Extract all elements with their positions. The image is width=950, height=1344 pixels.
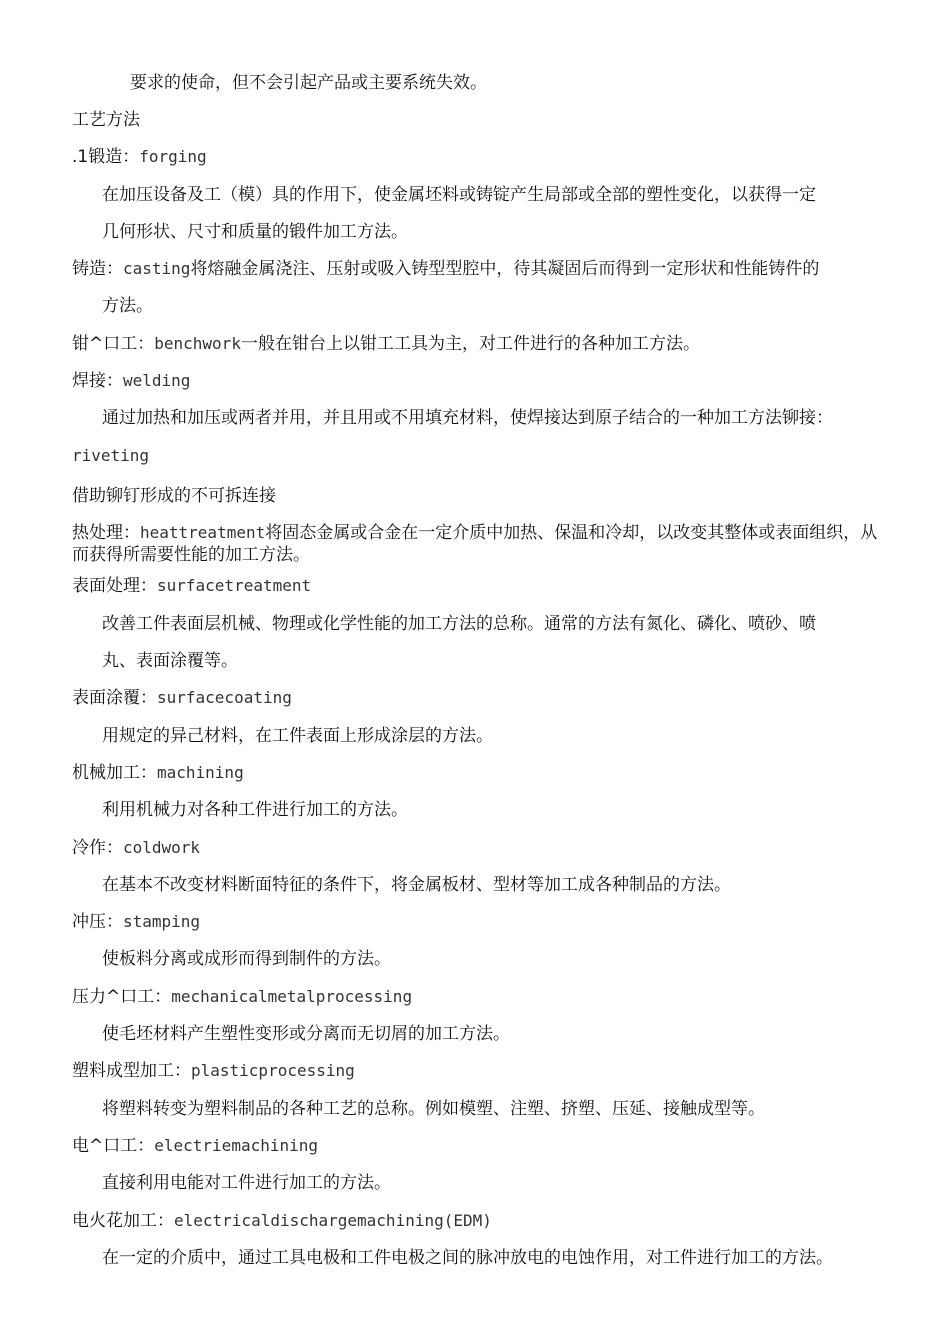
term-label: 钳^口工： [72,334,155,354]
term-english: plasticprocessing [191,1061,355,1080]
term-english: electricaldischargemachining(EDM) [174,1211,492,1230]
term-english: casting [123,259,191,278]
term-line [72,912,882,932]
term-label: 表面涂覆： [72,688,157,708]
term-label: 压力^口工： [72,987,172,1007]
term-english: surfacecoating [157,688,292,707]
term-english: mechanicalmetalprocessing [171,987,413,1006]
definition-line: 丸、表面涂覆等。 [102,651,238,671]
term-line [72,576,882,596]
term-english: surfacetreatment [157,576,312,595]
term-definition: 一般在钳台上以钳工工具为主，对工件进行的各种加工方法。 [240,334,700,354]
definition-line: 借助铆钉形成的不可拆连接 [72,486,276,506]
term-line [72,334,882,354]
definition-line: 方法。 [102,296,153,316]
term-label: 机械加工： [72,763,157,783]
term-line [72,147,882,167]
definition-line: 在加压设备及工（模）具的作用下，使金属坯料或铸锭产生局部或全部的塑性变化，以获得一定 [102,185,816,205]
section-heading: 工艺方法 [72,110,140,130]
term-label: 冲压： [72,912,123,932]
term-label: 铸造： [72,259,123,279]
definition-line: 几何形状、尺寸和质量的锻件加工方法。 [102,222,408,242]
term-english: riveting [72,446,150,465]
term-line [72,371,882,391]
term-label: 塑料成型加工： [72,1061,191,1081]
text-line: 要求的使命，但不会引起产品或主要系统失效。 [130,73,487,93]
definition-line: 将塑料转变为塑料制品的各种工艺的总称。例如模塑、注塑、挤塑、压延、接触成型等。 [102,1099,765,1119]
definition-line: 用规定的异己材料，在工件表面上形成涂层的方法。 [102,726,493,746]
definition-line: 在基本不改变材料断面特征的条件下，将金属板材、型材等加工成各种制品的方法。 [102,875,731,895]
term-line [72,1061,882,1081]
term-english: welding [123,371,191,390]
term-line [72,688,882,708]
term-line [72,838,882,858]
definition-line: 使板料分离或成形而得到制件的方法。 [102,949,391,969]
term-line [72,1136,882,1156]
term-line [72,987,882,1007]
term-english: machining [157,763,244,782]
term-label: 热处理： [72,523,140,543]
term-line [72,763,882,783]
term-label: 表面处理： [72,576,157,596]
term-label: 冷作： [72,838,123,858]
term-label: .1锻造： [72,147,140,167]
definition-line: 在一定的介质中，通过工具电极和工件电极之间的脉冲放电的电蚀作用，对工件进行加工的方法。 [102,1248,833,1268]
term-line [72,1211,882,1231]
term-english: forging [139,147,207,166]
term-label: 焊接： [72,371,123,391]
term-line [72,446,882,466]
term-paragraph [72,522,882,566]
term-english: electriemachining [154,1136,319,1155]
definition-line: 使毛坯材料产生塑性变形或分离而无切屑的加工方法。 [102,1024,510,1044]
definition-line: 通过加热和加压或两者并用，并且用或不用填充材料，使焊接达到原子结合的一种加工方法铆接： [102,408,833,428]
definition-line: 利用机械力对各种工件进行加工的方法。 [102,800,408,820]
term-english: benchwork [154,334,241,353]
term-line [72,259,882,279]
term-definition: 将熔融金属浇注、压射或吸入铸型型腔中，待其凝固后而得到一定形状和性能铸件的 [190,259,820,279]
term-label: 电火花加工： [72,1211,174,1231]
term-english: coldwork [123,838,201,857]
term-label: 电^口工： [72,1136,155,1156]
term-english: stamping [123,912,201,931]
definition-line: 直接利用电能对工件进行加工的方法。 [102,1173,391,1193]
term-english: heattreatment [140,523,266,542]
term-definition: 将固态金属或合金在一定介质中加热、保温和冷却，以改变其整体或表面组织，从而获得所需要性能的加工方法。 [72,523,878,565]
definition-line: 改善工件表面层机械、物理或化学性能的加工方法的总称。通常的方法有氮化、磷化、喷砂、喷 [102,614,816,634]
